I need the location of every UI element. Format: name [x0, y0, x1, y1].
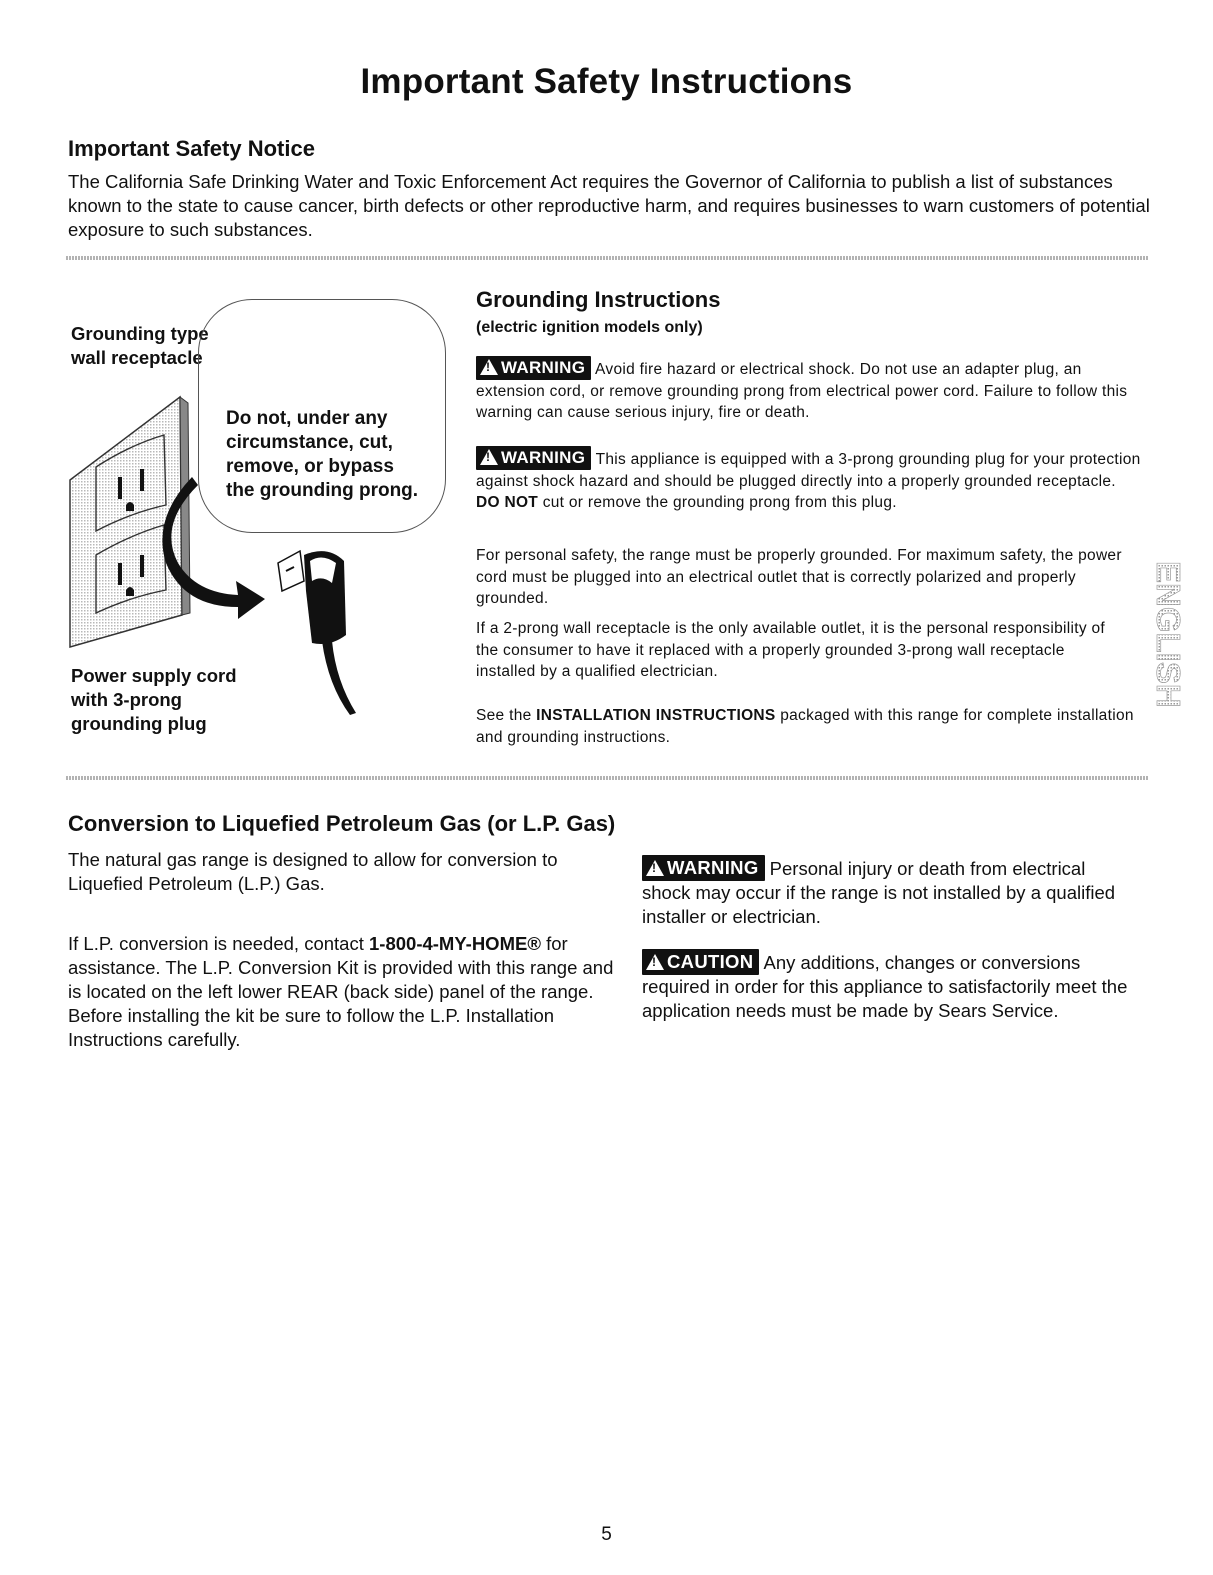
grounding-warning-1 [476, 356, 1144, 424]
warning-badge-label: WARNING [501, 448, 586, 467]
conversion-para-1: The natural gas range is designed to allow for conversion to Liquefied Petroleum (L.P.) Gas. [68, 849, 558, 894]
side-tab-label: ENGLISH [1150, 561, 1187, 708]
warning-callout-text [226, 407, 436, 503]
warning-triangle-icon [646, 860, 664, 876]
page-number: 5 [601, 1524, 612, 1545]
label-cord [71, 664, 237, 736]
conversion-caution-text: Any additions, changes or conversions required in order for this appliance to satisfactorily meet the application needs must be made by Sears Service. [642, 952, 1128, 1021]
callout-line1: Do not, under any [226, 408, 388, 429]
language-side-tab [1143, 559, 1193, 719]
label-cord-line3: grounding plug [71, 713, 207, 734]
conversion-para-2 [68, 932, 616, 1052]
warning-badge [476, 446, 591, 470]
grounding-subheading: (electric ignition models only) [476, 319, 703, 336]
callout-line2: circumstance, cut, [226, 432, 393, 453]
plug-icon [278, 551, 356, 715]
phone-number: 1-800-4-MY-HOME® [369, 933, 541, 954]
warning-2-text: This appliance is equipped with a 3-prong grounding plug for your protection against shock hazard and should be plugged directly into a properly grounded receptacle. [476, 451, 1141, 490]
label-cord-line2: with 3-prong [71, 689, 182, 710]
callout-line4: the grounding prong. [226, 480, 419, 501]
notice-heading: Important Safety Notice [68, 136, 315, 161]
warning-badge [642, 855, 765, 881]
section-divider-bottom [66, 776, 1148, 780]
conversion-heading: Conversion to Liquefied Petroleum Gas (or L.P. Gas) [68, 811, 616, 836]
warning-badge-label: WARNING [667, 857, 759, 878]
warning-2-emphasis: DO NOT [476, 494, 539, 511]
warning-triangle-icon [480, 359, 498, 375]
warning-2-text-end: cut or remove the grounding prong from this plug. [542, 494, 897, 511]
callout-line3: remove, or bypass [226, 456, 394, 477]
warning-badge-label: WARNING [501, 358, 586, 377]
para-3-text: See the [476, 707, 532, 724]
label-receptacle-line2: wall receptacle [71, 347, 203, 368]
para-3-emphasis: INSTALLATION INSTRUCTIONS [536, 707, 776, 724]
conversion-para-2-text: If L.P. conversion is needed, contact [68, 933, 364, 954]
label-receptacle [71, 322, 209, 370]
conversion-warning-text: Personal injury or death from electrical shock may occur if the range is not installed by a qualified installer or electrician. [642, 858, 1116, 927]
label-cord-line1: Power supply cord [71, 665, 237, 686]
grounding-para-2: If a 2-prong wall receptacle is the only available outlet, it is the personal responsibility of the consumer to have it replaced with a properly grounded 3-prong wall receptacle installed by a qualified electrician. [476, 620, 1106, 680]
conversion-warning [642, 855, 1132, 929]
caution-badge-label: CAUTION [667, 951, 754, 972]
warning-badge [476, 356, 591, 380]
grounding-warning-2 [476, 446, 1144, 514]
grounding-heading: Grounding Instructions [476, 287, 721, 312]
label-receptacle-line1: Grounding type [71, 323, 209, 344]
page-title: Important Safety Instructions [360, 62, 853, 101]
notice-paragraph: The California Safe Drinking Water and Toxic Enforcement Act requires the Governor of California to publish a list of substances known to the state to cause cancer, birth defects or other reproductive harm, and requires businesses to warn customers of potential exposure to such substances. [68, 171, 1150, 240]
caution-badge [642, 949, 759, 975]
para-3-text-end: packaged with this range for complete installation and grounding instructions. [476, 707, 1134, 746]
conversion-para-2-text-end: for assistance. The L.P. Conversion Kit is provided with this range and is located on the left lower REAR (back side) panel of the range. Before installing the kit be sure to follow the L.P. Installation Instructions carefully. [68, 933, 614, 1050]
grounding-para-1: For personal safety, the range must be properly grounded. For maximum safety, the power cord must be plugged into an electrical outlet that is correctly polarized and properly grounded. [476, 547, 1122, 607]
grounding-para-3 [476, 705, 1136, 748]
caution-triangle-icon [646, 954, 664, 970]
warning-triangle-icon [480, 449, 498, 465]
section-divider-top [66, 256, 1148, 260]
warning-1-text: Avoid fire hazard or electrical shock. Do not use an adapter plug, an extension cord, or remove grounding prong from electrical power cord. Failure to follow this warning can cause serious injury, fire or death. [476, 361, 1128, 421]
conversion-caution [642, 949, 1132, 1023]
